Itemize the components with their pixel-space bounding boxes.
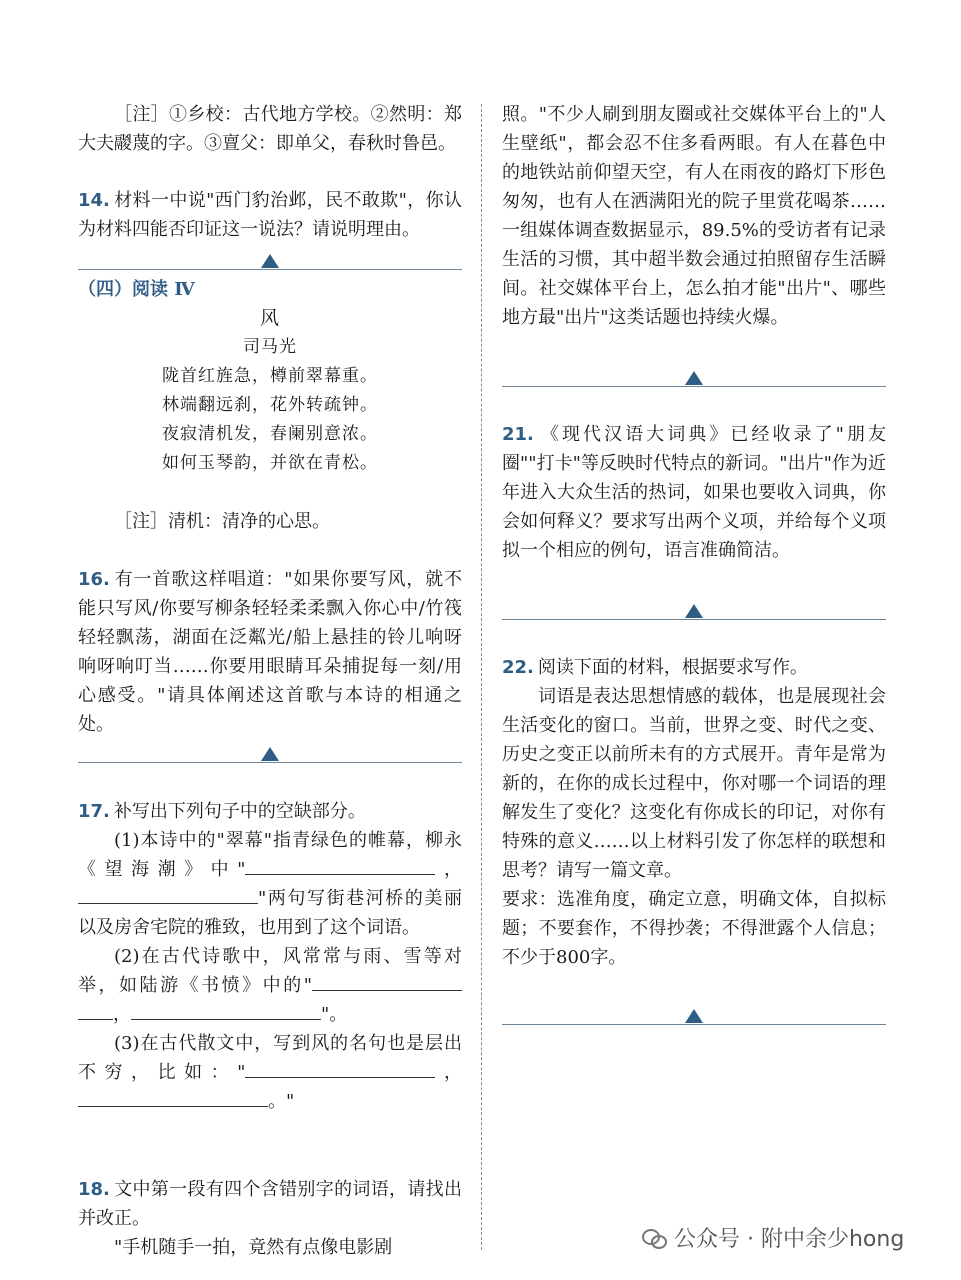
question-text: 阅读下面的材料，根据要求写作。 (537, 657, 808, 678)
answer-blank[interactable] (131, 1001, 321, 1020)
answer-blank[interactable] (245, 1059, 435, 1078)
answer-blank[interactable] (78, 1001, 113, 1020)
question-number: 22. (502, 657, 534, 678)
answer-blank[interactable] (78, 885, 258, 904)
question-number: 17. (78, 801, 110, 822)
section-separator (78, 250, 462, 270)
fill-prompt: (1)本诗中的"翠幕"指青绿色的帷幕，柳永《望海潮》中" (78, 830, 462, 880)
triangle-marker-icon (261, 254, 279, 268)
question-text: 文中第一段有四个含错别字的词语，请找出并改正。 (78, 1179, 462, 1229)
requirement-text: 要求：选准角度，确定立意，明确文体，自拟标题；不要套作，不得抄袭；不得泄露个人信息；不少于800字。 (502, 889, 886, 968)
triangle-marker-icon (685, 371, 703, 385)
fill-prompt: "。 (321, 1004, 348, 1025)
question-number: 16. (78, 569, 110, 590)
question-number: 14. (78, 190, 110, 211)
note-block-1 (78, 100, 462, 158)
fill-prompt: (2)在古代诗歌中，风常常与雨、雪等对举，如陆游《书愤》中的" (78, 946, 462, 996)
question-21 (502, 420, 886, 565)
section-separator (502, 600, 886, 620)
poem-author: 司马光 (243, 337, 297, 357)
poem-line: 夜寂清机发，春阑别意浓。 (162, 424, 378, 444)
question-18 (78, 1175, 462, 1262)
question-text: 补写出下列句子中的空缺部分。 (113, 801, 366, 822)
section-separator (502, 1005, 886, 1025)
quote-text: "手机随手一拍，竟然有点像电影剧 (114, 1237, 393, 1258)
question-14 (78, 186, 462, 244)
fill-prompt: (3)在古代散文中，写到风的名句也是层出不穷，比如：" (78, 1033, 462, 1083)
note-text: ［注］清机：清净的心思。 (114, 511, 330, 532)
passage-continuation (502, 100, 886, 332)
poem-line: 如何玉琴韵，并欲在青松。 (162, 453, 378, 473)
section-heading (78, 275, 462, 301)
fill-prompt: 。" (268, 1091, 295, 1112)
question-17: 17. 补写出下列句子中的空缺部分。 (1)本诗中的"翠幕"指青绿色的帷幕，柳永《望海潮》中" ，"两句写街巷河桥的美丽以及房舍宅院的雅致，也用到了这个词语。 (2)在古代诗歌中，风常常与雨、雪等对举，如陆游《书愤》中的"， "。 (3)在古代散文中，写到风的名句也是层出不穷，比如：" ，。" (78, 801, 462, 1112)
watermark-text: 公众号 · 附中余少hong (674, 1227, 905, 1252)
poem-line: 陇首红旌急，樽前翠幕重。 (162, 366, 378, 386)
column-divider (481, 104, 482, 1250)
question-text: 《现代汉语大词典》已经收录了"朋友圈""打卡"等反映时代特点的新词。"出片"作为近年进入大众生活的热词，如果也要收入词典，你会如何释义？要求写出两个义项，并给每个义项拟一个相应的例句，语言准确简洁。 (502, 424, 886, 561)
triangle-marker-icon (685, 1009, 703, 1023)
question-text: 有一首歌这样唱道："如果你要写风，就不能只写风/你要写柳条轻轻柔柔飘入你心中/竹筏轻轻飘荡，湖面在泛粼光/船上悬挂的铃儿响呀响呀响叮当……你要用眼睛耳朵捕捉每一刻/用心感受。"请具体阐述这首歌与本诗的相通之处。 (78, 569, 463, 735)
question-text: 材料一中说"西门豹治邺，民不敢欺"，你认为材料四能否印证这一说法？请说明理由。 (78, 190, 462, 240)
passage-text: 照。"不少人刷到朋友圈或社交媒体平台上的"人生壁纸"，都会忍不住多看两眼。有人在暮色中的地铁站前仰望天空，有人在雨夜的路灯下形色匆匆，也有人在洒满阳光的院子里赏花喝茶……一组媒体调查数据显示，89.5%的受访者有记录生活的习惯，其中超半数会通过拍照留存生活瞬间。社交媒体平台上，怎么拍才能"出片"、哪些地方最"出片"这类话题也持续火爆。 (502, 104, 886, 328)
fill-prompt: "两句写街巷河桥的美丽以及房舍宅院的雅致，也用到了这个词语。 (78, 888, 462, 938)
material-text: 词语是表达思想情感的载体，也是展现社会生活变化的窗口。当前，世界之变、时代之变、历史之变正以前所未有的方式展开。青年是常为新的，在你的成长过程中，你对哪一个词语的理解发生了变化？这变化有你成长的印记，对你有特殊的意义……以上材料引发了你怎样的联想和思考？请写一篇文章。 (502, 686, 886, 881)
answer-blank[interactable] (245, 856, 435, 875)
triangle-marker-icon (685, 604, 703, 618)
poem-title: 风 (259, 307, 280, 329)
triangle-marker-icon (261, 747, 279, 761)
question-16 (78, 565, 462, 739)
watermark (642, 1222, 904, 1253)
wechat-icon (642, 1227, 668, 1249)
question-22 (502, 653, 886, 972)
question-number: 18. (78, 1179, 110, 1200)
section-separator (502, 367, 886, 387)
answer-blank[interactable] (78, 1088, 268, 1107)
section-separator (78, 743, 462, 763)
section-title: （四）阅读 Ⅳ (78, 279, 195, 300)
poem-line: 林端翻远刹，花外转疏钟。 (162, 395, 378, 415)
answer-blank[interactable] (312, 972, 462, 991)
poem-block (78, 304, 462, 478)
question-number: 21. (502, 424, 534, 445)
note-block-2 (78, 507, 462, 536)
note-text: ［注］①乡校：古代地方学校。②然明：郑大夫鬷蔑的字。③亶父：即单父，春秋时鲁邑。 (78, 104, 462, 154)
